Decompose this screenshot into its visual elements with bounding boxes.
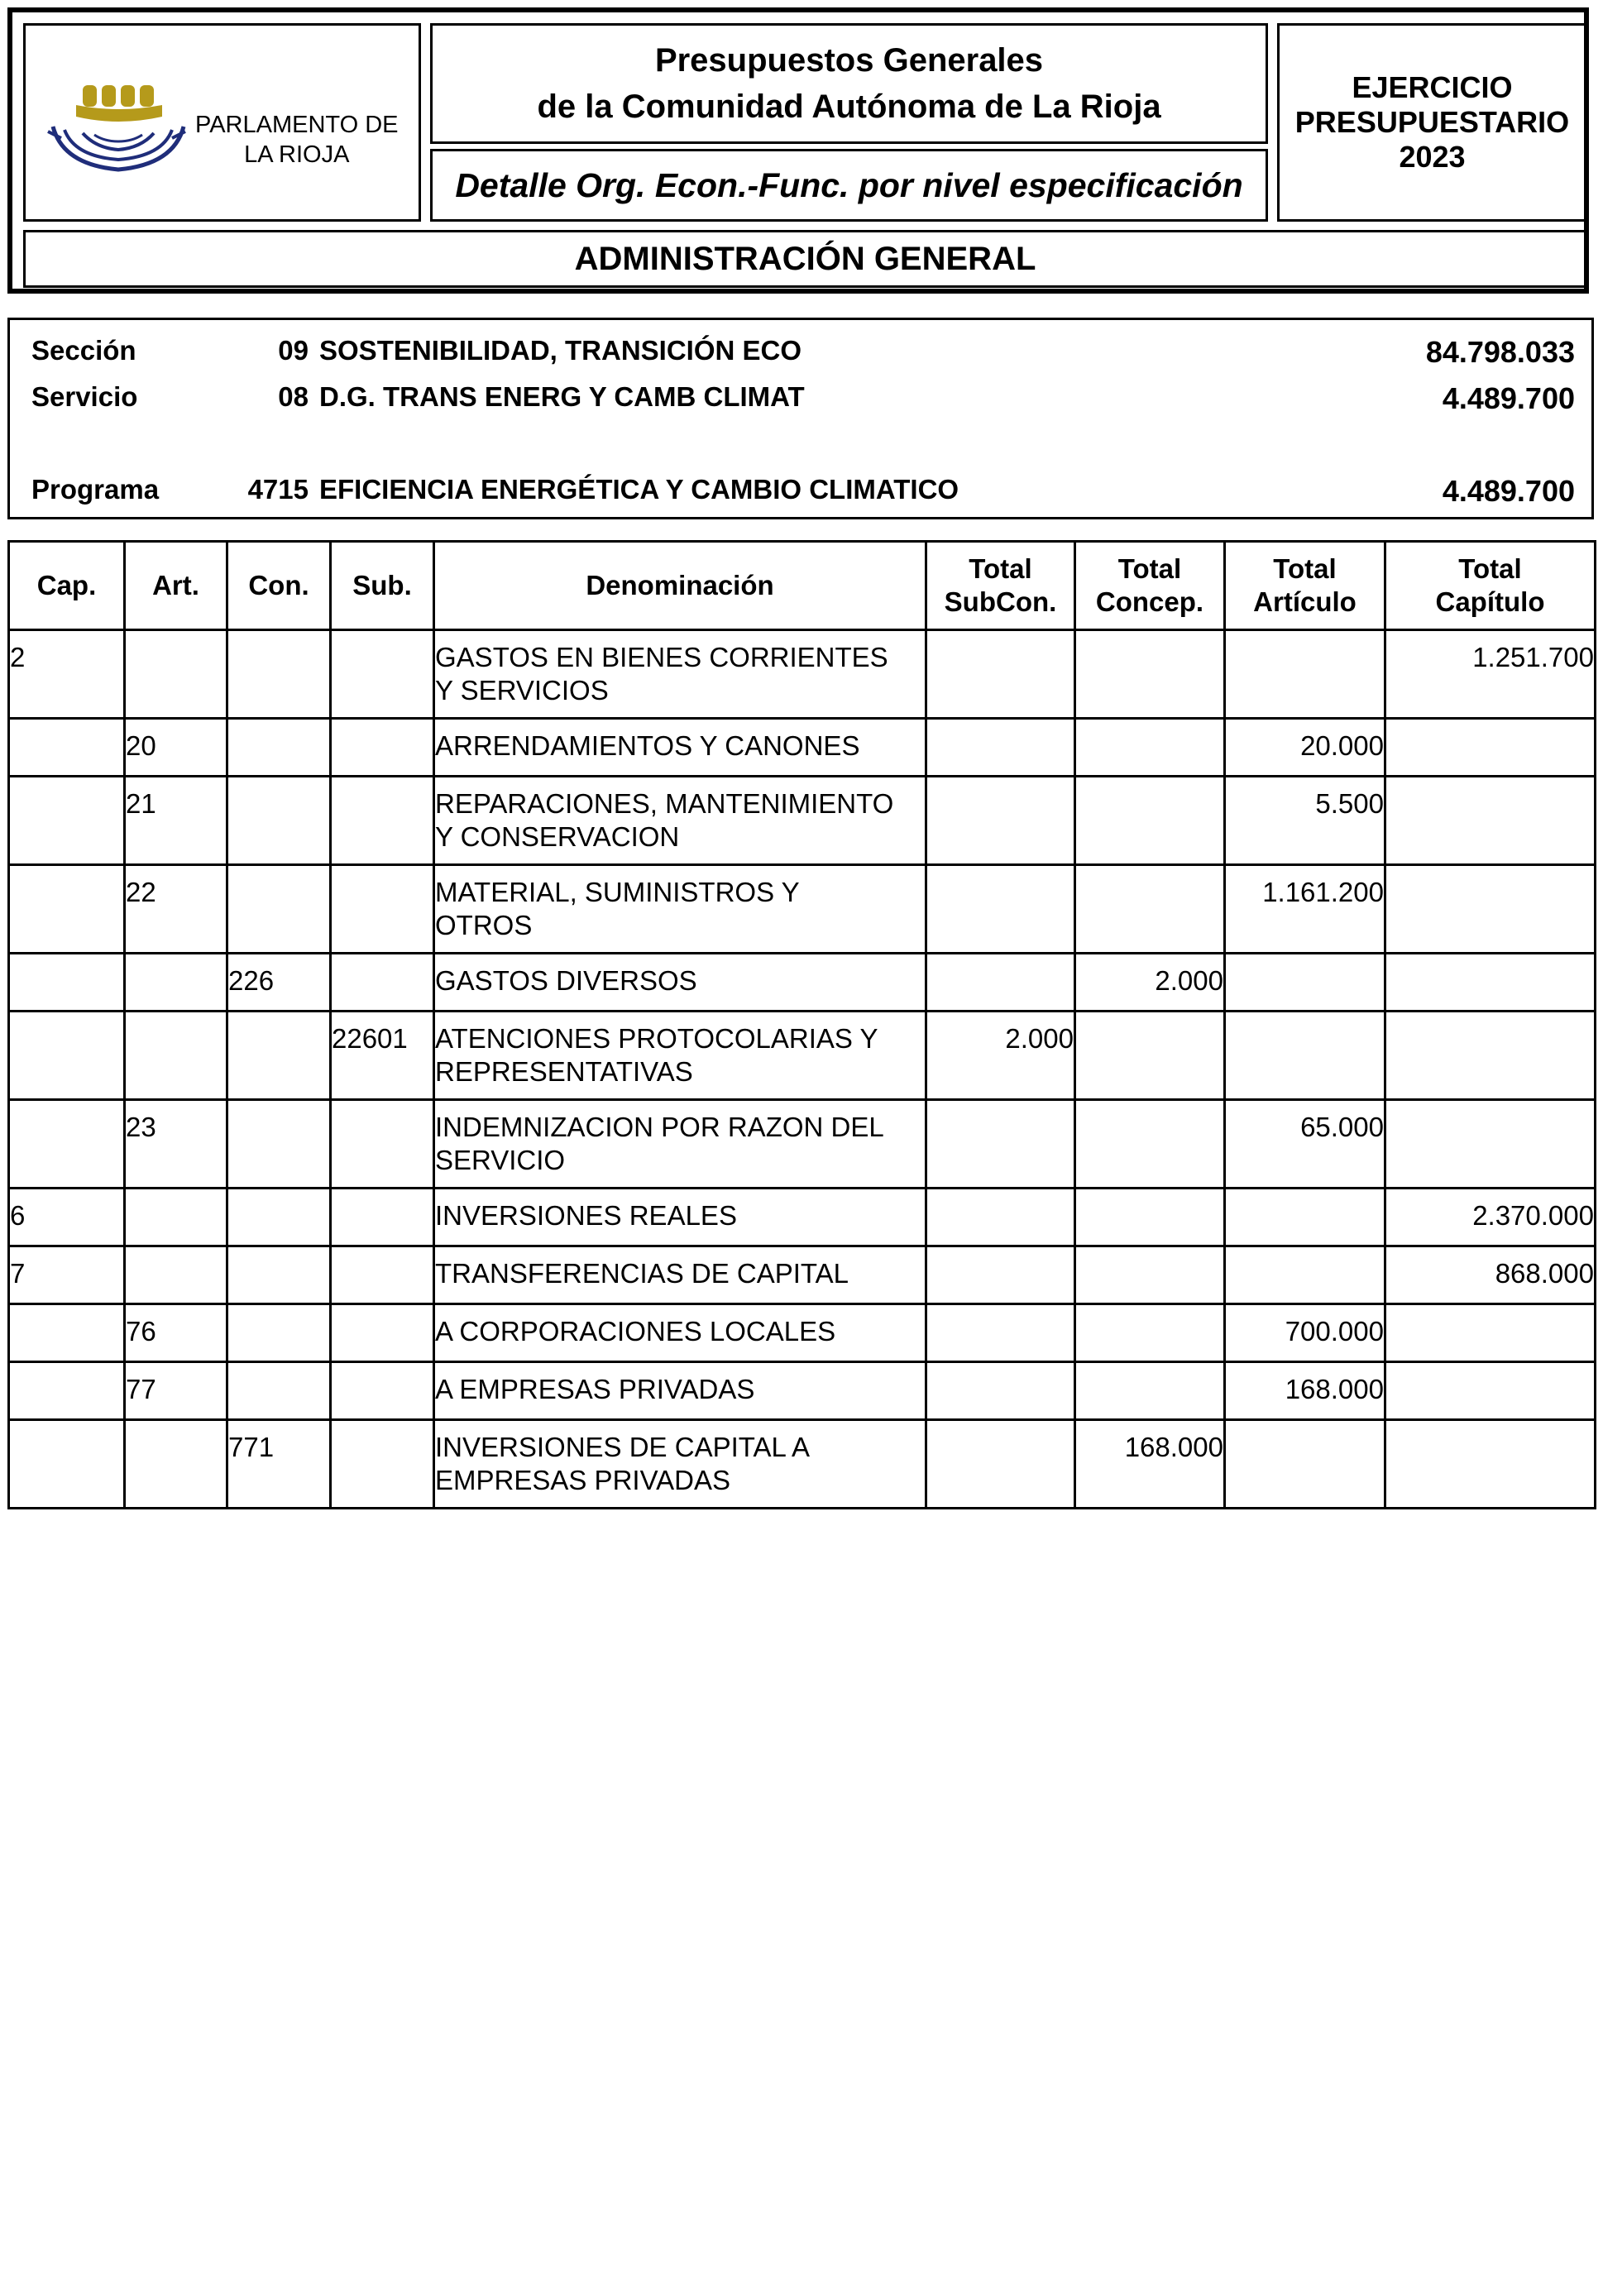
document-title	[430, 23, 1268, 144]
header-sub: Sub.	[331, 542, 434, 630]
denominacion-line1: GASTOS DIVERSOS	[435, 965, 697, 996]
servicio-name: D.G. TRANS ENERG Y CAMB CLIMAT	[319, 381, 805, 412]
header-total-concep-l1: Total	[1117, 553, 1182, 584]
denominacion-line2: EMPRESAS PRIVADAS	[435, 1465, 730, 1495]
cell-cap	[9, 1012, 125, 1100]
cell-total-articulo	[1225, 1189, 1385, 1246]
cell-art: 21	[125, 777, 227, 865]
cell-denominacion	[434, 630, 926, 719]
cell-total-articulo	[1225, 1246, 1385, 1304]
cell-art: 20	[125, 719, 227, 777]
table-row	[9, 1012, 1596, 1100]
cell-cap: 2	[9, 630, 125, 719]
header-cap: Cap.	[9, 542, 125, 630]
denominacion-line2: SERVICIO	[435, 1145, 566, 1175]
header-art: Art.	[125, 542, 227, 630]
table-row	[9, 1189, 1596, 1246]
cell-cap: 7	[9, 1246, 125, 1304]
cell-art: 77	[125, 1362, 227, 1420]
org-name-line1: PARLAMENTO DE	[195, 112, 399, 138]
cell-denominacion	[434, 865, 926, 954]
cell-total-subcon	[926, 1304, 1075, 1362]
cell-total-subcon	[926, 1362, 1075, 1420]
seccion-code: 09	[278, 335, 309, 366]
denominacion-line1: REPARACIONES, MANTENIMIENTO	[435, 788, 894, 819]
cell-denominacion	[434, 1246, 926, 1304]
document-header	[7, 7, 1589, 294]
cell-total-articulo: 20.000	[1225, 719, 1385, 777]
servicio-row	[10, 381, 1591, 414]
org-name	[195, 110, 398, 170]
cell-total-capitulo	[1385, 954, 1596, 1012]
cell-art	[125, 630, 227, 719]
cell-total-articulo: 5.500	[1225, 777, 1385, 865]
cell-art	[125, 1189, 227, 1246]
cell-cap	[9, 719, 125, 777]
cell-art	[125, 1420, 227, 1509]
cell-total-subcon	[926, 1189, 1075, 1246]
cell-con	[227, 1012, 331, 1100]
denominacion-line1: INVERSIONES REALES	[435, 1200, 737, 1231]
cell-con	[227, 1362, 331, 1420]
header-denominacion: Denominación	[434, 542, 926, 630]
cell-total-articulo: 65.000	[1225, 1100, 1385, 1189]
cell-sub	[331, 1246, 434, 1304]
cell-total-concep	[1075, 719, 1225, 777]
table-row	[9, 1246, 1596, 1304]
cell-total-subcon	[926, 1100, 1075, 1189]
cell-denominacion	[434, 954, 926, 1012]
cell-total-concep	[1075, 865, 1225, 954]
cell-sub	[331, 1304, 434, 1362]
cell-denominacion	[434, 1304, 926, 1362]
exercise-line1: EJERCICIO	[1352, 70, 1513, 104]
header-total-concep	[1075, 542, 1225, 630]
cell-sub	[331, 865, 434, 954]
cell-total-concep	[1075, 1362, 1225, 1420]
cell-total-capitulo	[1385, 1304, 1596, 1362]
cell-total-subcon: 2.000	[926, 1012, 1075, 1100]
cell-cap	[9, 1362, 125, 1420]
cell-con	[227, 1246, 331, 1304]
cell-con: 226	[227, 954, 331, 1012]
cell-total-subcon	[926, 1420, 1075, 1509]
cell-cap	[9, 865, 125, 954]
exercise-panel	[1277, 23, 1587, 222]
programa-code: 4715	[247, 474, 309, 505]
table-row	[9, 1362, 1596, 1420]
budget-table	[7, 540, 1596, 1509]
table-row	[9, 1420, 1596, 1509]
budget-table-body	[9, 630, 1596, 1509]
cell-sub	[331, 719, 434, 777]
cell-denominacion	[434, 1420, 926, 1509]
cell-con	[227, 630, 331, 719]
header-total-capitulo-l1: Total	[1458, 553, 1522, 584]
admin-label: ADMINISTRACIÓN GENERAL	[574, 240, 1036, 277]
cell-total-capitulo	[1385, 1100, 1596, 1189]
cell-cap	[9, 1420, 125, 1509]
denominacion-line1: ARRENDAMIENTOS Y CANONES	[435, 730, 860, 761]
table-row	[9, 1304, 1596, 1362]
cell-total-capitulo	[1385, 1420, 1596, 1509]
cell-denominacion	[434, 719, 926, 777]
denominacion-line1: A EMPRESAS PRIVADAS	[435, 1374, 755, 1404]
table-header-row	[9, 542, 1596, 630]
seccion-name: SOSTENIBILIDAD, TRANSICIÓN ECO	[319, 335, 802, 366]
cell-total-concep	[1075, 777, 1225, 865]
cell-total-concep	[1075, 1246, 1225, 1304]
cell-art	[125, 954, 227, 1012]
denominacion-line1: A CORPORACIONES LOCALES	[435, 1316, 836, 1347]
cell-total-articulo: 168.000	[1225, 1362, 1385, 1420]
cell-cap	[9, 954, 125, 1012]
cell-total-concep: 168.000	[1075, 1420, 1225, 1509]
cell-total-capitulo	[1385, 1012, 1596, 1100]
denominacion-line2: Y SERVICIOS	[435, 675, 609, 706]
cell-total-capitulo	[1385, 777, 1596, 865]
cell-cap	[9, 1100, 125, 1189]
table-row	[9, 954, 1596, 1012]
cell-total-subcon	[926, 719, 1075, 777]
cell-art	[125, 1246, 227, 1304]
header-total-subcon-l2: SubCon.	[944, 586, 1057, 617]
servicio-amount: 4.489.700	[1442, 381, 1575, 415]
denominacion-line1: ATENCIONES PROTOCOLARIAS Y	[435, 1023, 878, 1054]
cell-total-capitulo	[1385, 865, 1596, 954]
table-row	[9, 630, 1596, 719]
header-total-articulo-l2: Artículo	[1253, 586, 1357, 617]
cell-total-articulo	[1225, 954, 1385, 1012]
cell-total-subcon	[926, 954, 1075, 1012]
cell-total-capitulo: 2.370.000	[1385, 1189, 1596, 1246]
parliament-crown-logo-icon	[46, 84, 187, 179]
header-total-capitulo	[1385, 542, 1596, 630]
cell-total-concep	[1075, 1189, 1225, 1246]
cell-art: 23	[125, 1100, 227, 1189]
header-con: Con.	[227, 542, 331, 630]
subtitle-text: Detalle Org. Econ.-Func. por nivel especificación	[455, 165, 1243, 204]
cell-sub	[331, 1100, 434, 1189]
cell-total-articulo: 700.000	[1225, 1304, 1385, 1362]
cell-denominacion	[434, 1189, 926, 1246]
cell-con	[227, 777, 331, 865]
servicio-label: Servicio	[31, 381, 138, 412]
cell-total-capitulo	[1385, 719, 1596, 777]
exercise-line2: PRESUPUESTARIO	[1294, 105, 1570, 139]
cell-total-articulo	[1225, 1420, 1385, 1509]
cell-art: 22	[125, 865, 227, 954]
cell-sub	[331, 1189, 434, 1246]
cell-total-capitulo: 868.000	[1385, 1246, 1596, 1304]
cell-con	[227, 719, 331, 777]
header-total-concep-l2: Concep.	[1095, 586, 1204, 617]
cell-cap: 6	[9, 1189, 125, 1246]
cell-art	[125, 1012, 227, 1100]
denominacion-line1: TRANSFERENCIAS DE CAPITAL	[435, 1258, 849, 1289]
denominacion-line1: INDEMNIZACION POR RAZON DEL	[435, 1112, 884, 1142]
section-summary	[7, 318, 1594, 519]
cell-total-concep	[1075, 1012, 1225, 1100]
cell-denominacion	[434, 1362, 926, 1420]
cell-total-concep	[1075, 630, 1225, 719]
cell-denominacion	[434, 1100, 926, 1189]
cell-con: 771	[227, 1420, 331, 1509]
cell-cap	[9, 1304, 125, 1362]
denominacion-line1: INVERSIONES DE CAPITAL A	[435, 1432, 810, 1462]
cell-sub	[331, 954, 434, 1012]
header-total-subcon-l1: Total	[969, 553, 1032, 584]
cell-denominacion	[434, 777, 926, 865]
denominacion-line1: GASTOS EN BIENES CORRIENTES	[435, 642, 888, 672]
programa-amount: 4.489.700	[1442, 474, 1575, 508]
admin-banner	[23, 230, 1587, 288]
logo-panel	[23, 23, 421, 222]
table-row	[9, 719, 1596, 777]
cell-total-capitulo: 1.251.700	[1385, 630, 1596, 719]
cell-total-capitulo	[1385, 1362, 1596, 1420]
header-total-subcon	[926, 542, 1075, 630]
seccion-amount: 84.798.033	[1425, 335, 1575, 369]
exercise-year: 2023	[1399, 140, 1466, 174]
document-subtitle	[430, 149, 1268, 222]
table-row	[9, 1100, 1596, 1189]
cell-con	[227, 1100, 331, 1189]
header-total-capitulo-l2: Capítulo	[1435, 586, 1545, 617]
cell-sub: 22601	[331, 1012, 434, 1100]
cell-total-articulo	[1225, 1012, 1385, 1100]
table-row	[9, 777, 1596, 865]
denominacion-line2: OTROS	[435, 910, 533, 940]
servicio-code: 08	[278, 381, 309, 412]
cell-total-concep: 2.000	[1075, 954, 1225, 1012]
cell-con	[227, 1304, 331, 1362]
title-line1: Presupuestos Generales	[654, 42, 1044, 79]
denominacion-line2: REPRESENTATIVAS	[435, 1056, 693, 1087]
cell-total-subcon	[926, 865, 1075, 954]
cell-sub	[331, 777, 434, 865]
seccion-row	[10, 335, 1591, 368]
cell-total-concep	[1075, 1100, 1225, 1189]
programa-label: Programa	[31, 474, 160, 505]
cell-con	[227, 865, 331, 954]
table-row	[9, 865, 1596, 954]
cell-total-articulo	[1225, 630, 1385, 719]
title-line2: de la Comunidad Autónoma de La Rioja	[537, 88, 1161, 125]
cell-con	[227, 1189, 331, 1246]
org-name-line2: LA RIOJA	[244, 141, 350, 168]
cell-sub	[331, 630, 434, 719]
cell-sub	[331, 1420, 434, 1509]
cell-cap	[9, 777, 125, 865]
cell-total-subcon	[926, 777, 1075, 865]
programa-name: EFICIENCIA ENERGÉTICA Y CAMBIO CLIMATICO	[319, 474, 959, 505]
cell-total-articulo: 1.161.200	[1225, 865, 1385, 954]
denominacion-line2: Y CONSERVACION	[435, 821, 680, 852]
cell-total-subcon	[926, 1246, 1075, 1304]
header-total-articulo-l1: Total	[1273, 553, 1337, 584]
cell-sub	[331, 1362, 434, 1420]
seccion-label: Sección	[31, 335, 136, 366]
cell-total-subcon	[926, 630, 1075, 719]
header-total-articulo	[1225, 542, 1385, 630]
denominacion-line1: MATERIAL, SUMINISTROS Y	[435, 877, 800, 907]
programa-row	[10, 474, 1591, 507]
cell-denominacion	[434, 1012, 926, 1100]
cell-total-concep	[1075, 1304, 1225, 1362]
cell-art: 76	[125, 1304, 227, 1362]
